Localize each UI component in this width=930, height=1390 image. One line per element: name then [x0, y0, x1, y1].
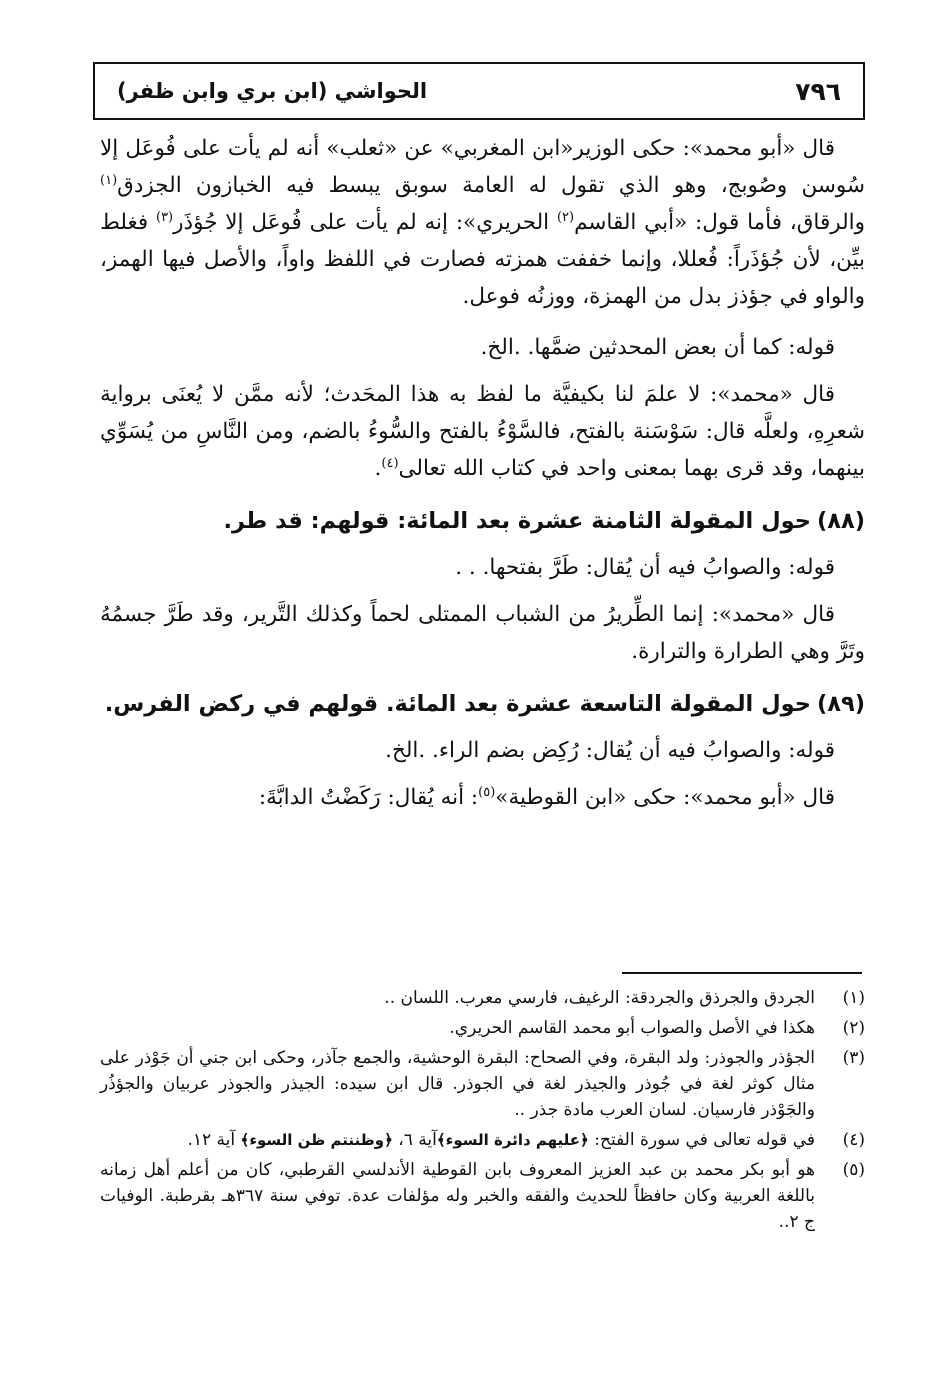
paragraph-text: والرقاق، فأما قول: «أبي القاسم: [574, 210, 865, 235]
paragraph-text: قال «أبو محمد»: حكى «ابن القوطية»: [495, 785, 835, 810]
footnote: [100, 985, 865, 1011]
footnote-text: [100, 1127, 815, 1153]
footnote-text: هو أبو بكر محمد بن عبد العزيز المعروف بابن القوطية الأندلسي القرطبي، كان من أعلم أهل زمانه باللغة العربية وكان حافظاً للحديث والفقه والخبر وله مؤلفات عدة. توفي سنة ٣٦٧هـ بقرطبة. الوفيات ج ٢..: [100, 1160, 815, 1232]
running-title: الحواشي (ابن بري وابن ظفر): [117, 79, 428, 103]
footnote-text-part: آية ٦،: [392, 1130, 437, 1150]
section-title: حول المقولة التاسعة عشرة بعد المائة. قولهم في ركض الفرس.: [104, 691, 811, 717]
footnote-ref: (٣): [155, 209, 174, 225]
section-heading-88: [100, 501, 865, 541]
paragraph-text: قال «محمد»: لا علمَ لنا بكيفيَّة ما لفظ به هذا المحَدث؛ لأنه ممَّن لا يُعنَى برواية شعرِهِ، ولعلَّه قال: سَوْسَنة بالفتح، فالسَّوْءُ بالفتح والسُّوءُ بالضم، ومن النَّاسِ من يُسَوِّي بينهما، وقد قرى بهما بمعنى واحد في كتاب الله تعالى: [100, 382, 865, 481]
paragraph: [100, 779, 865, 816]
footnote: [100, 1045, 865, 1123]
paragraph: قال «محمد»: إنما الطِّريرُ من الشباب الممتلى لحماً وكذلك التَّرير، وقد طَرَّ جسمُهُ وتَرَّ وهي الطرارة والترارة.: [100, 602, 865, 664]
footnote-text: هكذا في الأصل والصواب أبو محمد القاسم الحريري.: [449, 1018, 815, 1038]
quran-quote: ﴿عليهم دائرة السوء﴾: [436, 1131, 589, 1149]
footnote-text: الجردق والجرذق والجردقة: الرغيف، فارسي معرب. اللسان ..: [384, 988, 815, 1008]
footnote-divider: [622, 972, 862, 974]
footnote-text-part: في قوله تعالى في سورة الفتح:: [588, 1130, 815, 1150]
paragraph-text: الحريري»: إنه لم يأت على فُوعَل إلا جُؤذَر: [173, 210, 557, 235]
section-title: حول المقولة الثامنة عشرة بعد المائة: قولهم: قد طر.: [223, 508, 811, 534]
footnote-number: (١): [842, 988, 865, 1008]
footnote-number: (٥): [842, 1160, 865, 1180]
footnote-number: (٣): [842, 1048, 865, 1068]
section-heading-89: [100, 684, 865, 724]
paragraph: [100, 376, 865, 487]
footnote-ref: (٢): [556, 209, 575, 225]
footnote: [100, 1157, 865, 1235]
paragraph: قوله: والصوابُ فيه أن يُقال: رُكِض بضم الراء. .الخ.: [385, 738, 835, 763]
footnote-ref: (١): [100, 172, 118, 188]
footnote-text: الجؤذر والجوذر: ولد البقرة، وفي الصحاح: البقرة الوحشية، والجمع جآذر، وحكى ابن جني أن جَوْذر على مثال كوثر لغة في جُوذر والجيذر لغة في الجوذر. قال ابن سيده: الجيذر والجوذر عربيان والجؤذُر والجَوْذر فارسيان. لسان العرب مادة جذر ..: [100, 1048, 815, 1120]
footnote: [100, 1015, 865, 1041]
quran-quote: ﴿وظننتم ظن السوء﴾: [240, 1131, 393, 1149]
running-header: [93, 62, 865, 120]
paragraph: قوله: كما أن بعض المحدثين ضمَّها. .الخ.: [480, 335, 835, 360]
section-number: (٨٨): [816, 508, 865, 534]
footnote-text-part: آية ١٢.: [187, 1130, 241, 1150]
paragraph-text: فغلط بيِّن، لأن جُؤذَراً: فُعللا، وإنما خففت همزته فصارت في اللفظ واواً، والأصل فيها الهمز، والواو في جؤذز بدل من الهمزة، ووزنُه فوعل.: [100, 210, 865, 309]
section-number: (٨٩): [816, 691, 865, 717]
main-text: [100, 130, 865, 830]
page-number: ٧٩٦: [795, 76, 841, 106]
paragraph: [100, 130, 865, 315]
footnote-ref: (٥): [478, 784, 496, 800]
footnote-number: (٢): [842, 1018, 865, 1038]
footnotes: [100, 985, 865, 1239]
paragraph-text: قال «أبو محمد»: حكى الوزير«ابن المغربي» عن «ثعلب» أنه لم يأت على فُوعَل إلا سُوسن وصُوبج، وهو الذي تقول له العامة سوبق يبسط فيه الخبازون الجزدق: [100, 136, 865, 198]
paragraph-text: .: [374, 456, 382, 481]
footnote-ref: (٤): [381, 455, 399, 471]
paragraph-text: : أنه يُقال: رَكَضْتُ الدابَّةَ:: [258, 785, 479, 810]
paragraph: قوله: والصوابُ فيه أن يُقال: طَرَّ بفتحها. . .: [455, 555, 835, 580]
footnote: [100, 1127, 865, 1153]
footnote-number: (٤): [842, 1130, 865, 1150]
